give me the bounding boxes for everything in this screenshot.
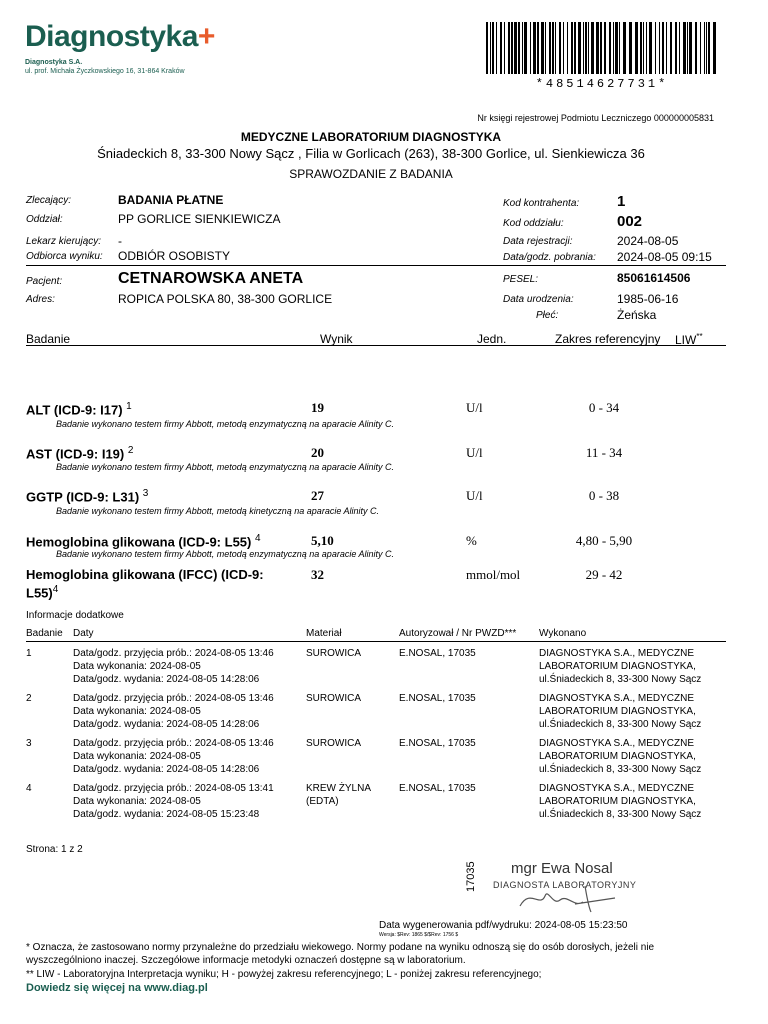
data-rejestracji-label: Data rejestracji: (503, 236, 573, 247)
barcode (486, 22, 718, 74)
pesel-label: PESEL: (503, 274, 539, 285)
barcode-bar (563, 22, 564, 74)
test-name-text: GGTP (ICD-9: L31) (26, 489, 140, 505)
test-range: 29 - 42 (585, 567, 623, 582)
info-row-done (539, 692, 701, 731)
info-date: Data/godz. przyjęcia prób.: 2024-08-05 13:46 (73, 648, 274, 659)
col-liw-sup: ** (696, 332, 703, 341)
info-done-line: ul.Śniadeckich 8, 33-300 Nowy Sącz (539, 719, 702, 730)
zlecajacy-value: BADANIA PŁATNE (118, 193, 224, 207)
info-row-auth: E.NOSAL, 17035 (399, 693, 476, 704)
barcode-bar (496, 22, 497, 74)
barcode-bar (619, 22, 620, 74)
test-name-text: L55) (26, 585, 53, 601)
version-line: Wersja: $Rev: 1865 $/$Rev: 1756 $ (379, 932, 459, 938)
test-range: 0 - 34 (588, 400, 620, 415)
info-col-material: Materiał (306, 628, 342, 639)
info-date: Data wykonania: 2024-08-05 (73, 661, 201, 672)
oddzial-label: Oddział: (26, 214, 63, 225)
kod-oddzialu-value: 002 (617, 213, 643, 230)
info-row-num: 4 (26, 783, 32, 794)
test-name-text: Hemoglobina glikowana (ICD-9: L55) (26, 534, 252, 550)
info-row-done (539, 737, 701, 776)
barcode-bar (646, 22, 647, 74)
info-col-autoryzowal: Autoryzował / Nr PWZD*** (399, 628, 517, 639)
info-col-wykonano: Wykonano (539, 628, 587, 639)
test-note: Badanie wykonano testem firmy Abbott, metodą kinetyczną na aparacie Alinity C. (56, 506, 379, 516)
handwritten-signature-icon (515, 878, 625, 914)
barcode-bar (600, 22, 602, 74)
info-date: Data wykonania: 2024-08-05 (73, 751, 201, 762)
info-row-num: 1 (26, 648, 32, 659)
info-row-auth: E.NOSAL, 17035 (399, 738, 476, 749)
kod-kontrahenta-label: Kod kontrahenta: (503, 198, 580, 209)
lab-title: MEDYCZNE LABORATORIUM DIAGNOSTYKA (240, 130, 502, 144)
kod-kontrahenta-value: 1 (617, 193, 626, 210)
data-urodzenia-label: Data urodzenia: (503, 294, 574, 305)
pacjent-label: Pacjent: (26, 276, 63, 287)
company-info (25, 58, 185, 76)
barcode-bar (613, 22, 614, 74)
barcode-bar (508, 22, 510, 74)
info-material-line: (EDTA) (306, 796, 339, 807)
barcode-bar (706, 22, 707, 74)
info-col-badanie: Badanie (26, 628, 63, 639)
barcode-bar (549, 22, 551, 74)
data-pobrania-label: Data/godz. pobrania: (503, 252, 596, 263)
test-unit: % (466, 533, 477, 548)
barcode-bar (530, 22, 531, 74)
col-jedn: Jedn. (477, 332, 507, 346)
barcode-bar (541, 22, 544, 74)
website-link[interactable]: Dowiedz się więcej na www.diag.pl (26, 982, 208, 994)
info-row-done (539, 647, 701, 686)
lab-address: Śniadeckich 8, 33-300 Nowy Sącz , Filia w Gorlicach (263), 38-300 Gorlice, ul. Sienkiewicza 36 (97, 146, 645, 161)
barcode-bar (640, 22, 642, 74)
barcode-bar (578, 22, 581, 74)
info-row-material (306, 782, 371, 808)
signature-stamp (455, 848, 665, 918)
barcode-bar (708, 22, 710, 74)
barcode-bar (486, 22, 488, 74)
barcode-bar (629, 22, 632, 74)
barcode-bar (567, 22, 568, 74)
signature-number: 17035 (465, 861, 477, 892)
info-material-line: KREW ŻYLNA (306, 783, 372, 794)
test-range: 4,80 - 5,90 (575, 533, 633, 548)
barcode-bar (713, 22, 716, 74)
barcode-bar (518, 22, 520, 74)
info-date: Data/godz. przyjęcia prób.: 2024-08-05 13:46 (73, 693, 274, 704)
info-done-line: DIAGNOSTYKA S.A., MEDYCZNE (539, 783, 695, 794)
test-name (26, 584, 58, 600)
info-done-line: LABORATORIUM DIAGNOSTYKA, (539, 706, 696, 717)
footnote-3: ** LIW - Laboratoryjna Interpretacja wyniku; H - powyżej zakresu referencyjnego; L - poniżej zakresu referencyjnego; (26, 969, 542, 980)
barcode-bar (635, 22, 638, 74)
test-name (26, 488, 148, 504)
test-footnote: 4 (52, 584, 59, 595)
barcode-bar (689, 22, 692, 74)
test-value: 32 (311, 567, 324, 582)
barcode-bar (583, 22, 584, 74)
test-unit: U/l (466, 400, 483, 415)
barcode-bar (559, 22, 561, 74)
test-range: 11 - 34 (585, 445, 623, 460)
barcode-bar (585, 22, 587, 74)
barcode-bar (649, 22, 652, 74)
info-done-line: ul.Śniadeckich 8, 33-300 Nowy Sącz (539, 809, 702, 820)
barcode-bar (704, 22, 705, 74)
zlecajacy-label: Zlecający: (26, 195, 72, 206)
barcode-bar (615, 22, 618, 74)
brand-logo (25, 20, 215, 54)
oddzial-value: PP GORLICE SIENKIEWICZA (118, 212, 281, 226)
barcode-bar (511, 22, 513, 74)
col-wynik: Wynik (320, 332, 353, 346)
adres-value: ROPICA POLSKA 80, 38-300 GORLICE (118, 292, 333, 306)
info-done-line: LABORATORIUM DIAGNOSTYKA, (539, 796, 696, 807)
info-date: Data wykonania: 2024-08-05 (73, 706, 201, 717)
barcode-bar (687, 22, 688, 74)
info-row-material: SUROWICA (306, 738, 361, 749)
test-range: 0 - 38 (588, 488, 620, 503)
barcode-bar (675, 22, 677, 74)
info-done-line: ul.Śniadeckich 8, 33-300 Nowy Sącz (539, 764, 702, 775)
barcode-bar (662, 22, 664, 74)
info-date: Data/godz. wydania: 2024-08-05 15:23:48 (73, 809, 260, 820)
test-unit: mmol/mol (466, 567, 521, 582)
plec-value: Żeńska (617, 308, 657, 322)
barcode-bar (574, 22, 576, 74)
info-done-line: DIAGNOSTYKA S.A., MEDYCZNE (539, 738, 695, 749)
results-header-line (26, 345, 726, 346)
test-footnote: 1 (126, 401, 132, 412)
test-name (26, 445, 133, 461)
test-name-text: ALT (ICD-9: I17) (26, 402, 123, 418)
barcode-bar (500, 22, 502, 74)
barcode-bar (522, 22, 523, 74)
company-name: Diagnostyka S.A. (25, 59, 83, 66)
barcode-bar (666, 22, 667, 74)
info-row-dates (73, 782, 274, 821)
info-date: Data/godz. przyjęcia prób.: 2024-08-05 13:41 (73, 783, 274, 794)
info-header-line (26, 641, 726, 642)
test-value: 5,10 (311, 533, 334, 548)
test-value: 20 (311, 445, 324, 460)
info-row-dates (73, 647, 274, 686)
info-row-auth: E.NOSAL, 17035 (399, 783, 476, 794)
info-row-num: 3 (26, 738, 32, 749)
info-done-line: DIAGNOSTYKA S.A., MEDYCZNE (539, 693, 695, 704)
info-row-done (539, 782, 701, 821)
info-row-material: SUROWICA (306, 693, 361, 704)
col-zakres: Zakres referencyjny (555, 332, 661, 346)
barcode-bar (659, 22, 660, 74)
info-col-daty: Daty (73, 628, 94, 639)
info-row-dates (73, 737, 274, 776)
barcode-bar (643, 22, 644, 74)
barcode-bar (700, 22, 701, 74)
test-footnote: 2 (127, 445, 134, 456)
odbiorca-label: Odbiorca wyniku: (26, 251, 103, 262)
adres-label: Adres: (26, 294, 55, 305)
info-date: Data/godz. wydania: 2024-08-05 14:28:06 (73, 719, 260, 730)
barcode-bar (596, 22, 599, 74)
lekarz-label: Lekarz kierujący: (26, 236, 102, 247)
barcode-bar (655, 22, 656, 74)
barcode-bar (490, 22, 491, 74)
info-date: Data/godz. wydania: 2024-08-05 14:28:06 (73, 674, 260, 685)
info-date: Data/godz. przyjęcia prób.: 2024-08-05 13:46 (73, 738, 274, 749)
barcode-bar (545, 22, 546, 74)
brand-name: Diagnostyka (25, 20, 198, 53)
test-footnote: 4 (254, 533, 261, 544)
barcode-bar (504, 22, 505, 74)
col-badanie: Badanie (26, 332, 71, 346)
footnote-1: * Oznacza, że zastosowano normy przynależne do przedziału wiekowego. Normy podane na wyniku odnoszą się do osób dorosłych, jeżeli nie (26, 942, 655, 953)
info-date: Data/godz. wydania: 2024-08-05 14:28:06 (73, 764, 260, 775)
info-done-line: DIAGNOSTYKA S.A., MEDYCZNE (539, 648, 695, 659)
footnote-2: wyszczególniono inaczej. Szczegółowe informacje metodyki oznaczeń dostępne są w laboratorium. (26, 955, 466, 966)
signature-title: DIAGNOSTA LABORATORYJNY (493, 880, 637, 890)
kod-oddzialu-label: Kod oddziału: (503, 218, 564, 229)
barcode-bar (591, 22, 594, 74)
plec-label: Płeć: (536, 310, 559, 321)
barcode-bar (552, 22, 554, 74)
test-note: Badanie wykonano testem firmy Abbott, metodą enzymatyczną na aparacie Alinity C. (56, 462, 395, 472)
test-name (26, 401, 132, 417)
pacjent-value: CETNAROWSKA ANETA (118, 270, 304, 287)
barcode-bar (571, 22, 573, 74)
barcode-bar (492, 22, 494, 74)
signature-name: mgr Ewa Nosal (511, 860, 613, 877)
info-row-dates (73, 692, 274, 731)
barcode-number: *48514627731* (535, 77, 669, 91)
data-rejestracji-value: 2024-08-05 (617, 234, 679, 248)
info-row-num: 2 (26, 693, 32, 704)
registry-line: Nr księgi rejestrowej Podmiotu Leczniczego 000000005831 (477, 113, 714, 123)
company-address: ul. prof. Michała Życzkowskiego 16, 31-864 Kraków (25, 68, 185, 75)
test-note: Badanie wykonano testem firmy Abbott, metodą enzymatyczną na aparacie Alinity C. (56, 419, 395, 429)
test-note: Badanie wykonano testem firmy Abbott, metodą enzymatyczną na aparacie Alinity C. (56, 549, 395, 559)
test-value: 27 (311, 488, 324, 503)
barcode-bar (670, 22, 672, 74)
data-pobrania-value: 2024-08-05 09:15 (617, 250, 712, 264)
test-unit: U/l (466, 445, 483, 460)
test-unit: U/l (466, 488, 483, 503)
pesel-value: 85061614506 (617, 271, 691, 285)
col-liw-label: LIW (675, 333, 697, 347)
barcode-bar (623, 22, 626, 74)
lekarz-value: - (118, 234, 122, 248)
barcode-bar (679, 22, 680, 74)
brand-plus-icon: + (197, 20, 215, 53)
barcode-bar (537, 22, 539, 74)
test-value: 19 (311, 400, 324, 415)
barcode-bar (588, 22, 589, 74)
barcode-bar (695, 22, 697, 74)
info-done-line: LABORATORIUM DIAGNOSTYKA, (539, 751, 696, 762)
test-name-text: AST (ICD-9: I19) (26, 446, 125, 462)
barcode-bar (533, 22, 536, 74)
info-date: Data wykonania: 2024-08-05 (73, 796, 201, 807)
barcode-bar (683, 22, 686, 74)
info-done-line: ul.Śniadeckich 8, 33-300 Nowy Sącz (539, 674, 702, 685)
data-urodzenia-value: 1985-06-16 (617, 292, 679, 306)
test-footnote: 3 (142, 488, 149, 499)
barcode-bar (524, 22, 527, 74)
barcode-bar (514, 22, 517, 74)
test-name: Hemoglobina glikowana (IFCC) (ICD-9: (26, 567, 264, 582)
barcode-bar (555, 22, 556, 74)
barcode-bar (609, 22, 611, 74)
info-row-material: SUROWICA (306, 648, 361, 659)
info-done-line: LABORATORIUM DIAGNOSTYKA, (539, 661, 696, 672)
test-name (26, 533, 261, 549)
barcode-bar (604, 22, 606, 74)
divider (26, 265, 726, 266)
info-title: Informacje dodatkowe (26, 610, 124, 621)
report-title: SPRAWOZDANIE Z BADANIA (289, 167, 453, 181)
page-number: Strona: 1 z 2 (26, 844, 83, 855)
info-row-auth: E.NOSAL, 17035 (399, 648, 476, 659)
odbiorca-value: ODBIÓR OSOBISTY (118, 249, 231, 263)
generated-date: Data wygenerowania pdf/wydruku: 2024-08-05 15:23:50 (379, 920, 628, 931)
